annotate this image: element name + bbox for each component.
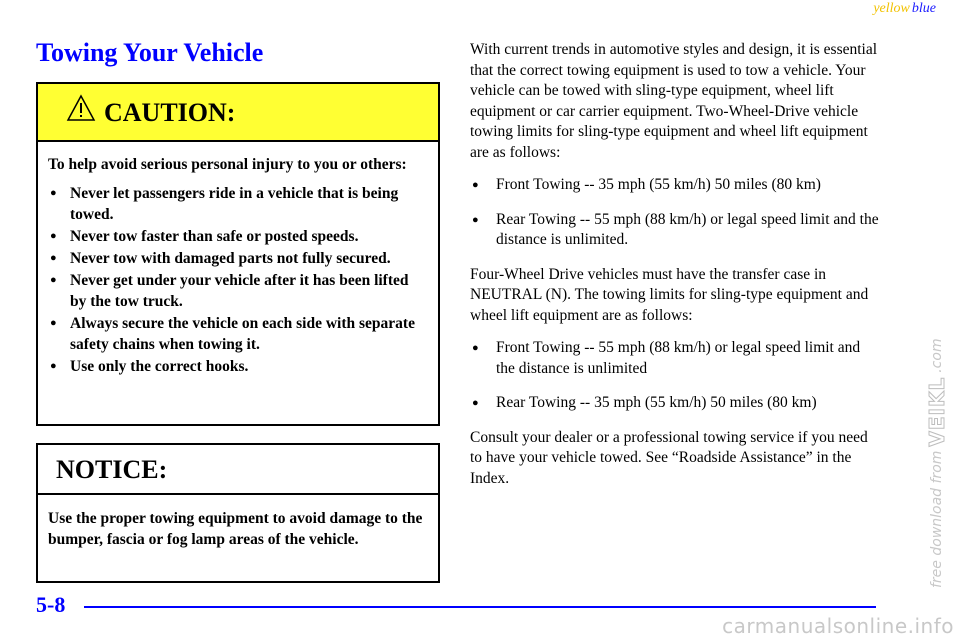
- notice-box: [36, 443, 440, 583]
- caution-heading: CAUTION:: [104, 98, 236, 127]
- caution-item: ● Use only the correct hooks.: [48, 356, 428, 377]
- four-wheel-drive-list: [470, 338, 880, 414]
- list-item: ● Front Towing -- 35 mph (55 km/h) 50 miles (80 km): [470, 175, 880, 196]
- caution-item: ● Never let passengers ride in a vehicle that is being towed.: [48, 183, 428, 225]
- right-column: [470, 40, 880, 501]
- caution-item: ● Never tow with damaged parts not fully secured.: [48, 248, 428, 269]
- caution-item: ● Always secure the vehicle on each side with separate safety chains when towing it.: [48, 313, 428, 355]
- list-item: ● Rear Towing -- 55 mph (88 km/h) or legal speed limit and the distance is unlimited.: [470, 210, 880, 251]
- page-number: 5-8: [36, 592, 66, 617]
- four-wheel-drive-paragraph: Four-Wheel Drive vehicles must have the transfer case in NEUTRAL (N). The towing limits for sling-type equipment and wheel lift equipment are as follows:: [470, 265, 869, 324]
- caution-intro: To help avoid serious personal injury to you or others:: [48, 156, 407, 173]
- list-item: ● Rear Towing -- 35 mph (55 km/h) 50 miles (80 km): [470, 393, 880, 414]
- consult-dealer-paragraph: Consult your dealer or a professional towing service if you need to have your vehicle towed. See “Roadside Assistance” in the Index.: [470, 428, 868, 487]
- caution-item: ● Never tow faster than safe or posted speeds.: [48, 226, 428, 247]
- side-watermark-suffix: .com: [929, 338, 945, 373]
- notice-body: Use the proper towing equipment to avoid damage to the bumper, fascia or fog lamp areas of the vehicle.: [48, 510, 423, 548]
- two-wheel-drive-list: [470, 175, 880, 251]
- caution-box: [36, 82, 440, 426]
- caution-list: [48, 183, 428, 377]
- list-item: ● Front Towing -- 55 mph (88 km/h) or legal speed limit and the distance is unlimited: [470, 338, 880, 379]
- towing-intro-paragraph: With current trends in automotive styles and design, it is essential that the correct towing equipment is used to tow a vehicle. Your vehicle can be towed with sling-type equipment, wheel lift equipment or car carrier equipment. Two-Wheel-Drive vehicle towing limits for sling-type equipment and wheel lift equipment are as follows:: [470, 41, 878, 161]
- notice-heading: NOTICE:: [56, 455, 168, 484]
- caution-header: [38, 84, 438, 142]
- side-watermark-prefix: free download from: [929, 450, 945, 588]
- side-watermark: [922, 338, 952, 588]
- print-color-tag: [873, 1, 936, 17]
- tag-yellow: yellow: [873, 1, 910, 16]
- page-title: Towing Your Vehicle: [36, 38, 264, 67]
- footer-divider: [84, 606, 876, 608]
- tag-blue: blue: [911, 1, 936, 16]
- side-watermark-logo: VEIKL: [925, 376, 949, 447]
- notice-header: [38, 445, 438, 495]
- caution-item: ● Never get under your vehicle after it has been lifted by the tow truck.: [48, 270, 428, 312]
- warning-triangle-icon: [66, 94, 96, 122]
- footer-watermark: carmanualsonline.info: [722, 614, 954, 638]
